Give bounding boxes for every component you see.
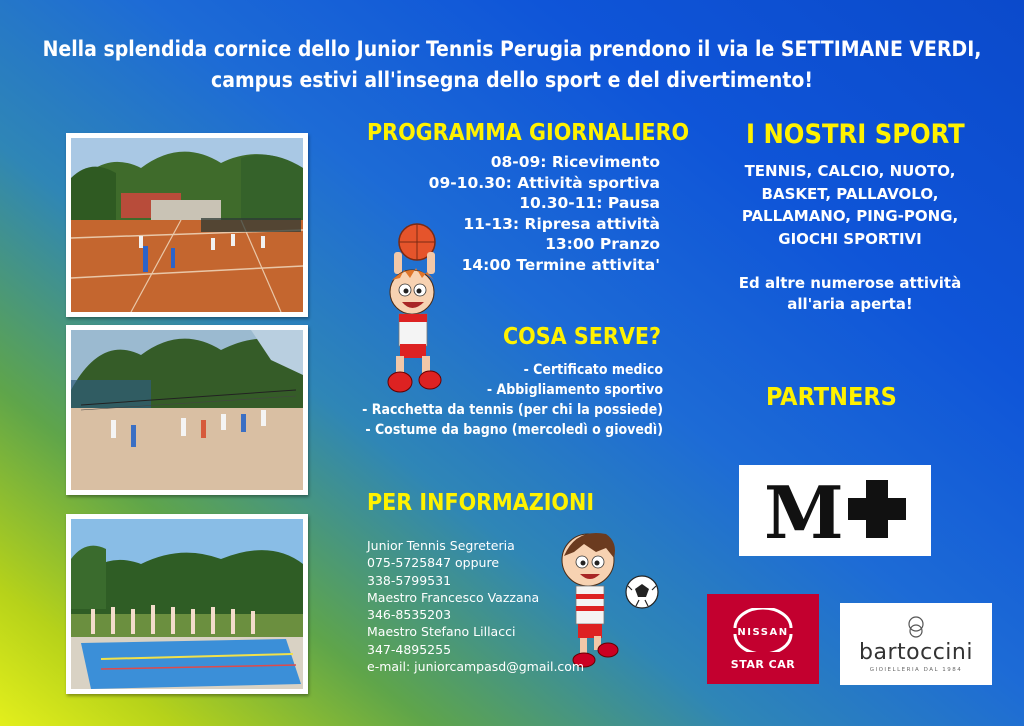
mplus-plus-vertical <box>866 480 888 538</box>
swimming-pool-image <box>71 519 303 689</box>
tennis-court-image <box>71 138 303 312</box>
cosa-serve-item: - Costume da bagno (mercoledì o giovedì) <box>365 422 663 438</box>
nissan-logo-text: NISSAN <box>737 626 789 638</box>
programma-item: 10.30-11: Pausa <box>519 194 660 212</box>
photo-beach-volley <box>66 325 308 495</box>
info-email[interactable]: e-mail: juniorcampasd@gmail.com <box>367 659 585 675</box>
cosa-serve-item: - Abbigliamento sportivo <box>486 382 663 398</box>
partners-title: PARTNERS <box>766 382 897 411</box>
star-car-label: STAR CAR <box>730 657 796 671</box>
cosa-serve-title: COSA SERVE? <box>502 324 661 350</box>
programma-item: 08-09: Ricevimento <box>490 153 660 171</box>
nissan-emblem-icon <box>723 608 803 652</box>
photo-swimming-pool <box>66 514 308 694</box>
programma-item: 14:00 Termine attivita' <box>461 255 660 274</box>
info-phone[interactable]: 347-4895255 <box>367 641 452 657</box>
informazioni-title: PER INFORMAZIONI <box>367 490 595 516</box>
sport-extra <box>700 273 1000 315</box>
photo-tennis-court <box>66 133 308 317</box>
info-line: Junior Tennis Segreteria <box>367 538 515 553</box>
sport-extra-line: Ed altre numerose attività <box>738 274 962 292</box>
cosa-serve-item: - Racchetta da tennis (per chi la possiede) <box>362 402 663 418</box>
programma-list <box>429 152 660 275</box>
bartoccini-name: bartoccini <box>859 639 973 665</box>
sport-line: TENNIS, CALCIO, NUOTO, <box>744 162 956 180</box>
headline <box>0 34 1024 96</box>
sport-title: I NOSTRI SPORT <box>746 119 965 150</box>
mplus-logo <box>739 465 931 556</box>
sport-list <box>700 160 1000 250</box>
headline-line-1: Nella splendida cornice dello Junior Tennis Perugia prendono il via le SETTIMANE VERDI, <box>42 37 982 61</box>
mplus-logo-mark <box>760 476 910 546</box>
info-line: Maestro Francesco Vazzana <box>367 589 540 605</box>
programma-item: 11-13: Ripresa attività <box>463 214 660 233</box>
cosa-serve-item: - Certificato medico <box>523 362 663 378</box>
programma-item: 13:00 Pranzo <box>545 235 660 253</box>
info-phone[interactable]: 338-5799531 <box>367 572 452 588</box>
info-line: Maestro Stefano Lillacci <box>367 624 516 640</box>
bartoccini-logo <box>840 603 992 685</box>
sport-extra-line: all'aria aperta! <box>787 295 913 313</box>
info-phone[interactable]: 075-5725847 oppure <box>367 555 500 571</box>
programma-item: 09-10.30: Attività sportiva <box>428 173 660 192</box>
sport-line: PALLAMANO, PING-PONG, <box>741 207 959 225</box>
bartoccini-emblem-icon <box>906 616 926 638</box>
cosa-serve-list <box>362 360 663 440</box>
nissan-star-car-logo <box>707 594 819 684</box>
mplus-logo-text: M <box>764 475 844 546</box>
headline-line-2: campus estivi all'insegna dello sport e del divertimento! <box>211 68 813 92</box>
informazioni-list <box>367 537 584 675</box>
programma-title: PROGRAMMA GIORNALIERO <box>367 120 690 146</box>
info-phone[interactable]: 346-8535203 <box>367 607 452 623</box>
sport-line: BASKET, PALLAVOLO, <box>761 184 939 203</box>
bartoccini-subtitle: GIOIELLERIA DAL 1984 <box>869 666 963 673</box>
beach-volley-image <box>71 330 303 490</box>
sport-line: GIOCHI SPORTIVI <box>778 229 922 248</box>
